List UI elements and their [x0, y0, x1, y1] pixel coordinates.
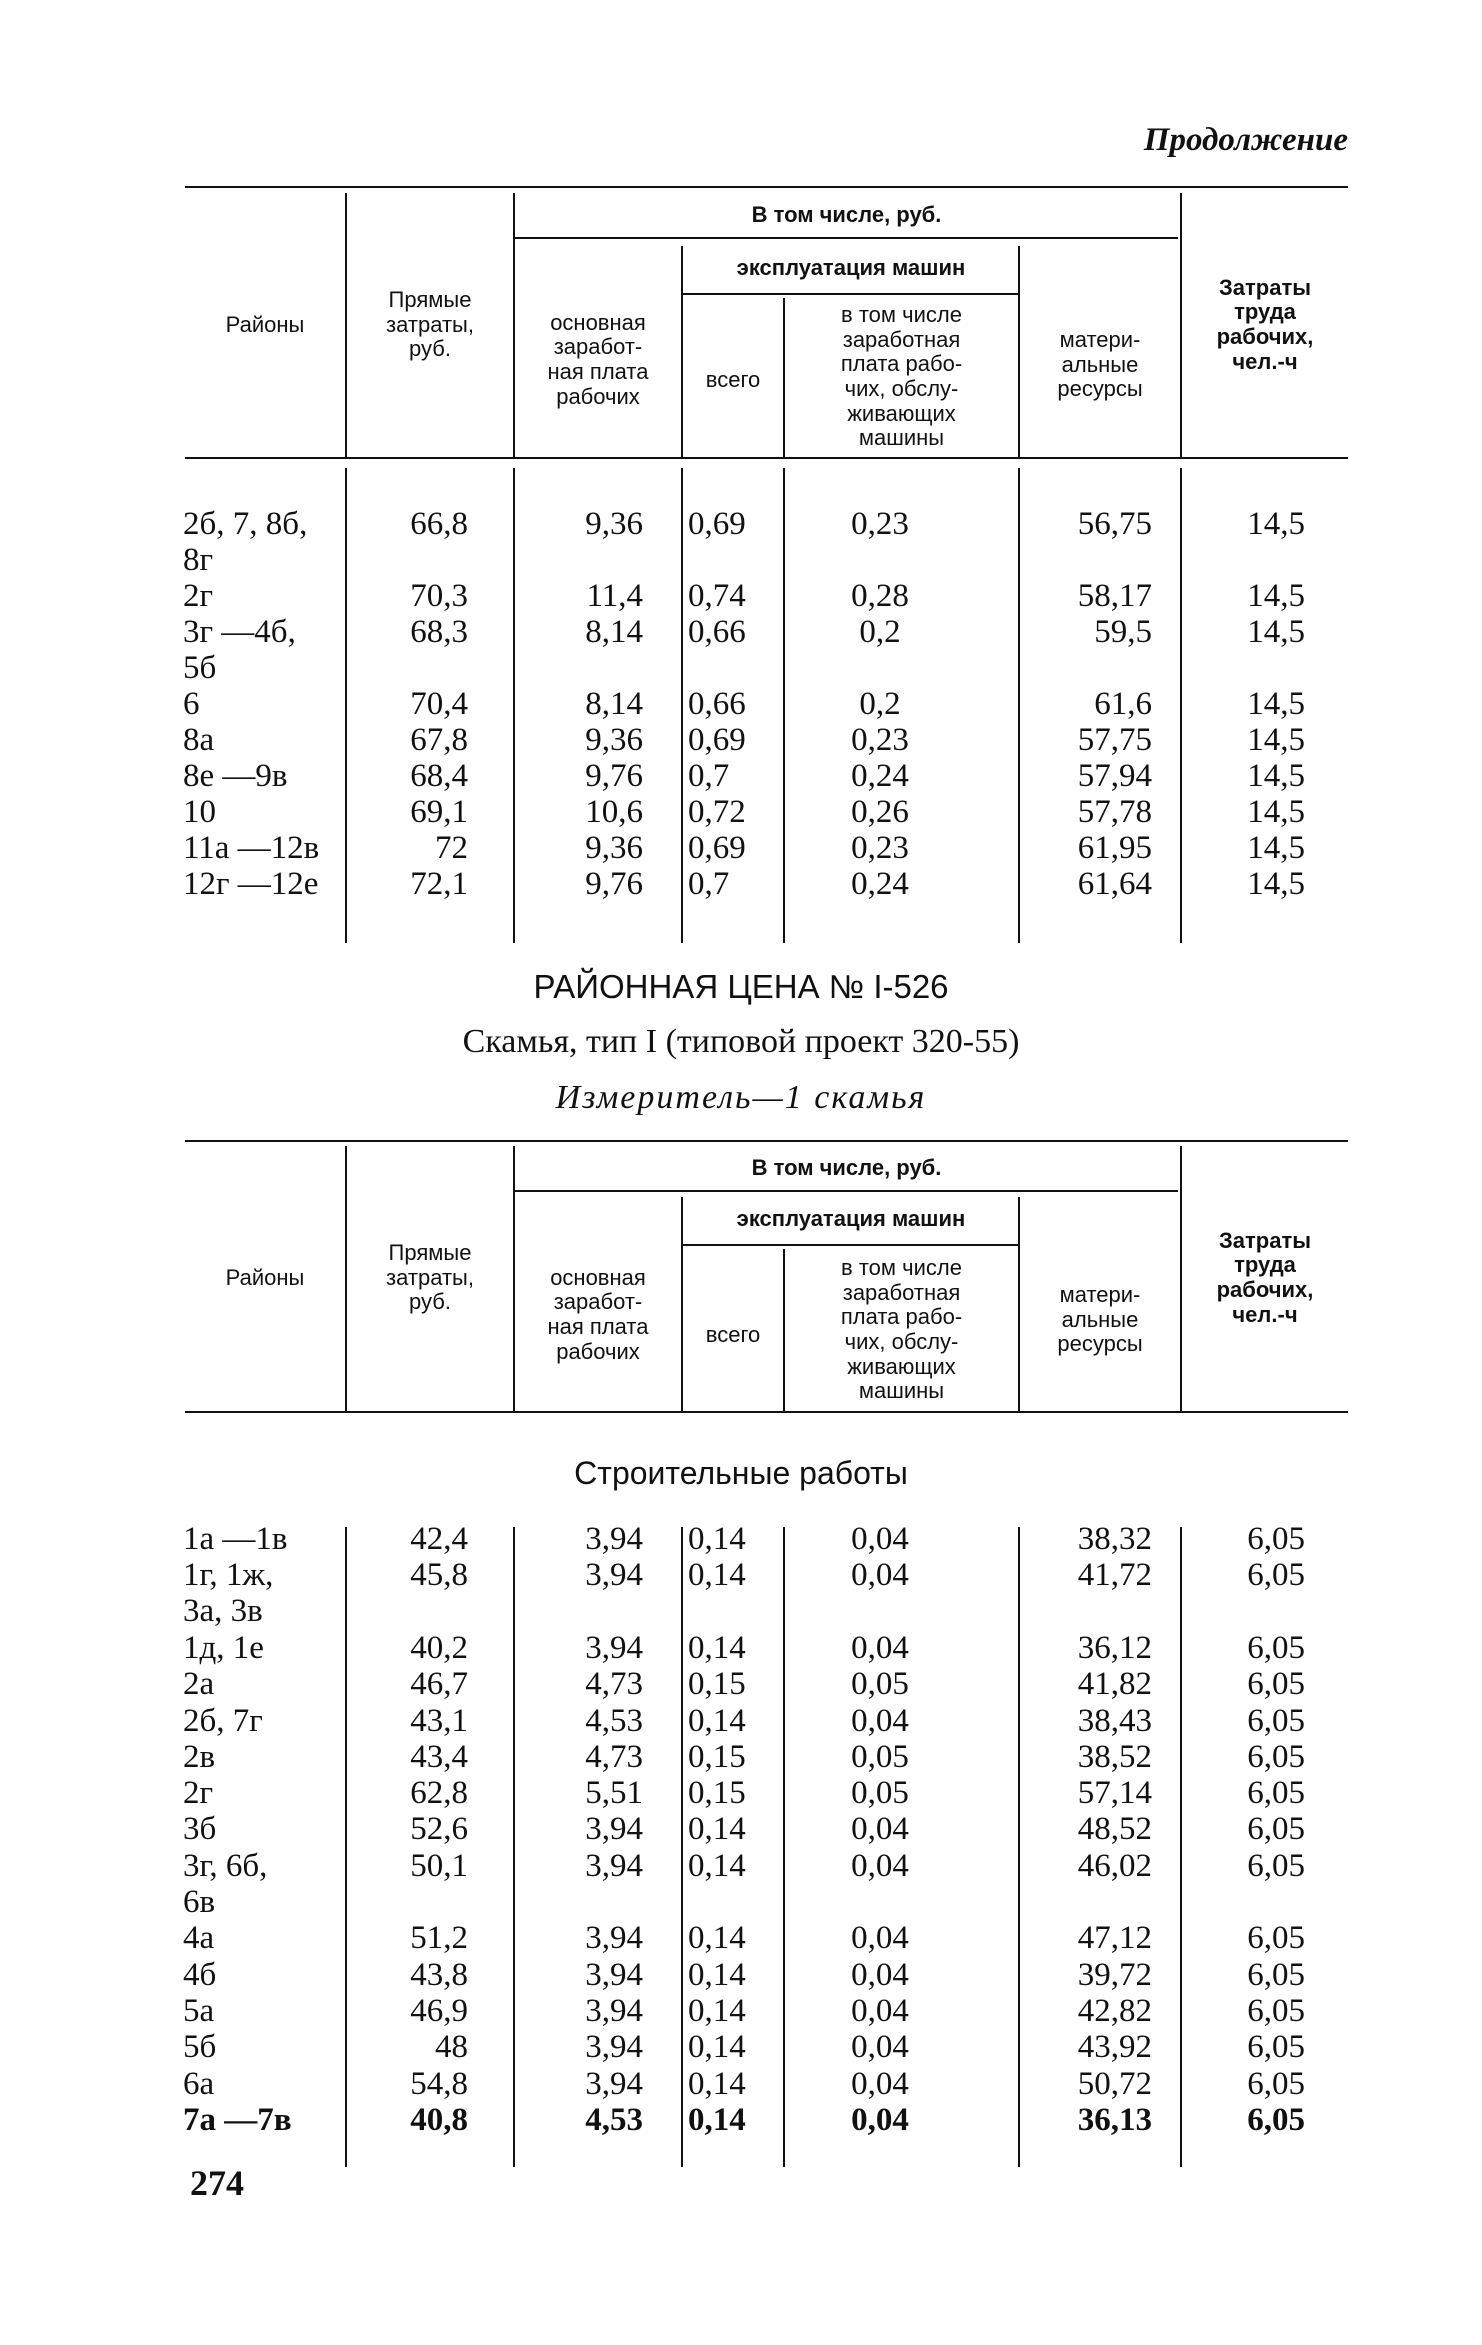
- header-regions: Районы: [225, 1264, 305, 1290]
- cell-labor: 6,05: [1247, 1847, 1305, 1884]
- cell-region: 3г, 6б, 6в: [183, 1847, 268, 1920]
- table1-body-vline: [345, 468, 347, 943]
- cell-wage: 4,53: [585, 2101, 643, 2138]
- header-labor: Затраты труда рабочих, чел.-ч: [1216, 274, 1314, 374]
- cell-mwage: 0,04: [851, 1811, 909, 1848]
- cell-region: 2б, 7, 8б, 8г: [183, 506, 308, 578]
- cell-materials: 38,43: [1077, 1702, 1152, 1739]
- cell-labor: 6,05: [1247, 2029, 1305, 2066]
- cell-total: 0,7: [688, 758, 730, 794]
- cell-direct: 45,8: [410, 1557, 468, 1594]
- cell-labor: 14,5: [1247, 794, 1305, 830]
- cell-total: 0,7: [688, 866, 730, 902]
- cell-region: 11а —12в: [183, 830, 320, 866]
- cell-labor: 14,5: [1247, 758, 1305, 794]
- cell-total: 0,14: [688, 1702, 746, 1739]
- cell-wage: 3,94: [585, 1557, 643, 1594]
- header-wage-in-machines: в том числе заработная плата рабо- чих, обслу- живающих машины: [840, 302, 963, 451]
- cell-direct: 42,4: [410, 1521, 468, 1557]
- header-base-wage: основная заработ- ная плата рабочих: [547, 309, 649, 409]
- cell-labor: 6,05: [1247, 1992, 1305, 2029]
- table1-top-rule: [185, 186, 1348, 188]
- cell-materials: 39,72: [1077, 1956, 1152, 1993]
- cell-region: 7а —7в: [183, 2101, 292, 2138]
- cell-direct: 68,3: [410, 614, 468, 650]
- cell-labor: 6,05: [1247, 1666, 1305, 1703]
- cell-materials: 57,78: [1077, 794, 1152, 830]
- cell-region: 10: [183, 794, 216, 830]
- cell-materials: 61,6: [1094, 686, 1152, 722]
- cell-total: 0,14: [688, 1920, 746, 1957]
- cell-mwage: 0,23: [851, 506, 909, 542]
- table1-body-vline: [681, 468, 683, 943]
- cell-wage: 8,14: [585, 686, 643, 722]
- cell-wage: 4,53: [585, 1702, 643, 1739]
- cell-total: 0,14: [688, 1521, 746, 1557]
- cell-direct: 70,3: [410, 578, 468, 614]
- cell-mwage: 0,28: [851, 578, 909, 614]
- cell-materials: 57,14: [1077, 1775, 1152, 1812]
- cell-mwage: 0,04: [851, 2065, 909, 2102]
- cell-region: 2г: [183, 1775, 214, 1812]
- cell-total: 0,14: [688, 1557, 746, 1594]
- cell-direct: 72: [435, 830, 468, 866]
- cell-total: 0,66: [688, 686, 746, 722]
- cell-wage: 4,73: [585, 1738, 643, 1775]
- header-labor: Затраты труда рабочих, чел.-ч: [1216, 1227, 1314, 1327]
- cell-direct: 50,1: [410, 1847, 468, 1884]
- cell-materials: 46,02: [1077, 1847, 1152, 1884]
- header-total: всего: [705, 1321, 761, 1347]
- cell-materials: 43,92: [1077, 2029, 1152, 2066]
- table2-header-bottom-rule: [185, 1411, 1348, 1413]
- header-materials: матери- альные ресурсы: [1057, 327, 1143, 402]
- cell-direct: 43,4: [410, 1738, 468, 1775]
- cell-total: 0,14: [688, 2065, 746, 2102]
- cell-direct: 54,8: [410, 2065, 468, 2102]
- header-direct-costs: Прямые затраты, руб.: [386, 1240, 474, 1315]
- header-including: В том числе, руб.: [751, 1154, 942, 1180]
- cell-region: 5б: [183, 2029, 217, 2066]
- table2-body-vline: [513, 1527, 515, 2167]
- cell-labor: 14,5: [1247, 722, 1305, 758]
- cell-wage: 3,94: [585, 1920, 643, 1957]
- cell-direct: 72,1: [410, 866, 468, 902]
- cell-direct: 70,4: [410, 686, 468, 722]
- header-machine-operation: эксплуатация машин: [736, 254, 966, 280]
- cell-materials: 61,64: [1077, 866, 1152, 902]
- cell-wage: 11,4: [586, 578, 643, 614]
- cell-direct: 40,8: [410, 2101, 468, 2138]
- cell-region: 8е —9в: [183, 758, 288, 794]
- cell-materials: 48,52: [1077, 1811, 1152, 1848]
- cell-total: 0,14: [688, 1811, 746, 1848]
- cell-region: 6а: [183, 2065, 215, 2102]
- cell-mwage: 0,04: [851, 1521, 909, 1557]
- cell-mwage: 0,05: [851, 1738, 909, 1775]
- cell-direct: 46,7: [410, 1666, 468, 1703]
- cell-labor: 6,05: [1247, 1557, 1305, 1594]
- cell-mwage: 0,24: [851, 758, 909, 794]
- cell-total: 0,72: [688, 794, 746, 830]
- cell-direct: 69,1: [410, 794, 468, 830]
- cell-region: 3б: [183, 1811, 217, 1848]
- header-regions: Районы: [225, 311, 305, 337]
- cell-direct: 40,2: [410, 1629, 468, 1666]
- continued-label: Продолжение: [1143, 122, 1348, 158]
- cell-mwage: 0,04: [851, 2101, 909, 2138]
- cell-mwage: 0,2: [859, 614, 901, 650]
- table2-top-rule: [185, 1140, 1348, 1142]
- cell-wage: 3,94: [585, 1847, 643, 1884]
- cell-wage: 3,94: [585, 2029, 643, 2066]
- cell-wage: 3,94: [585, 2065, 643, 2102]
- item-title: Скамья, тип I (типовой проект 320-55): [462, 1023, 1020, 1060]
- table2-body-vline: [1018, 1527, 1020, 2167]
- cell-materials: 36,13: [1077, 2101, 1152, 2138]
- cell-region: 2в: [183, 1738, 216, 1775]
- cell-materials: 38,52: [1077, 1738, 1152, 1775]
- cell-labor: 14,5: [1247, 686, 1305, 722]
- cell-wage: 3,94: [585, 1956, 643, 1993]
- cell-direct: 51,2: [410, 1920, 468, 1957]
- cell-total: 0,66: [688, 614, 746, 650]
- cell-region: 1г, 1ж, 3а, 3в: [183, 1557, 274, 1630]
- cell-labor: 6,05: [1247, 2101, 1305, 2138]
- cell-mwage: 0,04: [851, 1847, 909, 1884]
- cell-total: 0,14: [688, 1847, 746, 1884]
- cell-mwage: 0,05: [851, 1775, 909, 1812]
- cell-region: 4а: [183, 1920, 215, 1957]
- cell-wage: 9,36: [585, 830, 643, 866]
- cell-total: 0,15: [688, 1738, 746, 1775]
- cell-wage: 9,36: [585, 506, 643, 542]
- cell-region: 3г —4б, 5б: [183, 614, 296, 686]
- cell-materials: 42,82: [1077, 1992, 1152, 2029]
- cell-total: 0,14: [688, 2101, 746, 2138]
- header-direct-costs: Прямые затраты, руб.: [386, 287, 474, 362]
- cell-region: 5а: [183, 1992, 215, 2029]
- cell-labor: 6,05: [1247, 1702, 1305, 1739]
- cell-labor: 6,05: [1247, 1775, 1305, 1812]
- cell-direct: 43,1: [410, 1702, 468, 1739]
- cell-labor: 14,5: [1247, 614, 1305, 650]
- cell-materials: 58,17: [1077, 578, 1152, 614]
- cell-labor: 6,05: [1247, 1811, 1305, 1848]
- cell-mwage: 0,04: [851, 2029, 909, 2066]
- cell-region: 6: [183, 686, 200, 722]
- cell-labor: 14,5: [1247, 578, 1305, 614]
- table2-including-rule: [515, 1190, 1178, 1192]
- cell-wage: 8,14: [585, 614, 643, 650]
- cell-wage: 4,73: [585, 1666, 643, 1703]
- table2-body-vline: [1180, 1527, 1182, 2167]
- cell-region: 4б: [183, 1956, 217, 1993]
- table2-body-vline: [681, 1527, 683, 2167]
- cell-total: 0,69: [688, 830, 746, 866]
- price-title: РАЙОННАЯ ЦЕНА № I-526: [533, 968, 949, 1005]
- table1-body-vline: [1018, 468, 1020, 943]
- cell-wage: 9,76: [585, 866, 643, 902]
- cell-materials: 61,95: [1077, 830, 1152, 866]
- page-number: 274: [190, 2163, 244, 2203]
- cell-wage: 3,94: [585, 1811, 643, 1848]
- cell-mwage: 0,04: [851, 1992, 909, 2029]
- header-including: В том числе, руб.: [751, 201, 942, 227]
- table1-body-vline: [783, 468, 785, 943]
- cell-region: 2б, 7г: [183, 1702, 263, 1739]
- cell-materials: 47,12: [1077, 1920, 1152, 1957]
- cell-region: 2а: [183, 1666, 215, 1703]
- cell-mwage: 0,04: [851, 1702, 909, 1739]
- cell-wage: 3,94: [585, 1629, 643, 1666]
- cell-materials: 59,5: [1094, 614, 1152, 650]
- table2-machines-rule: [683, 1244, 1019, 1246]
- cell-labor: 6,05: [1247, 2065, 1305, 2102]
- table2-body-vline: [345, 1527, 347, 2167]
- cell-materials: 57,94: [1077, 758, 1152, 794]
- cell-direct: 67,8: [410, 722, 468, 758]
- cell-total: 0,15: [688, 1775, 746, 1812]
- cell-wage: 9,36: [585, 722, 643, 758]
- cell-labor: 14,5: [1247, 866, 1305, 902]
- cell-materials: 36,12: [1077, 1629, 1152, 1666]
- cell-mwage: 0,23: [851, 722, 909, 758]
- unit-title: Измеритель—1 скамья: [555, 1079, 927, 1116]
- cell-mwage: 0,24: [851, 866, 909, 902]
- cell-region: 1д, 1е: [183, 1629, 264, 1666]
- cell-total: 0,14: [688, 1956, 746, 1993]
- cell-materials: 41,82: [1077, 1666, 1152, 1703]
- cell-mwage: 0,05: [851, 1666, 909, 1703]
- cell-total: 0,14: [688, 1992, 746, 2029]
- cell-mwage: 0,2: [859, 686, 901, 722]
- cell-region: 2г: [183, 578, 214, 614]
- table1-machines-rule: [683, 293, 1019, 295]
- table1-body-vline: [513, 468, 515, 943]
- cell-labor: 6,05: [1247, 1738, 1305, 1775]
- cell-total: 0,15: [688, 1666, 746, 1703]
- header-materials: матери- альные ресурсы: [1057, 1282, 1143, 1357]
- cell-total: 0,69: [688, 722, 746, 758]
- cell-materials: 50,72: [1077, 2065, 1152, 2102]
- cell-materials: 41,72: [1077, 1557, 1152, 1594]
- cell-labor: 6,05: [1247, 1629, 1305, 1666]
- cell-wage: 10,6: [585, 794, 643, 830]
- cell-region: 8а: [183, 722, 215, 758]
- cell-materials: 38,32: [1077, 1521, 1152, 1557]
- cell-materials: 56,75: [1077, 506, 1152, 542]
- cell-direct: 68,4: [410, 758, 468, 794]
- cell-wage: 3,94: [585, 1521, 643, 1557]
- cell-region: 1а —1в: [183, 1521, 288, 1557]
- cell-labor: 14,5: [1247, 830, 1305, 866]
- cell-labor: 6,05: [1247, 1920, 1305, 1957]
- cell-mwage: 0,04: [851, 1629, 909, 1666]
- cell-mwage: 0,04: [851, 1920, 909, 1957]
- cell-direct: 48: [435, 2029, 468, 2066]
- cell-wage: 9,76: [585, 758, 643, 794]
- cell-region: 12г —12е: [183, 866, 319, 902]
- section-subheading: Строительные работы: [574, 1455, 908, 1491]
- table2-body-vline: [783, 1527, 785, 2167]
- table1-header-bottom-rule: [185, 457, 1348, 459]
- cell-wage: 5,51: [585, 1775, 643, 1812]
- cell-direct: 52,6: [410, 1811, 468, 1848]
- header-total: всего: [705, 366, 761, 392]
- cell-labor: 14,5: [1247, 506, 1305, 542]
- cell-direct: 66,8: [410, 506, 468, 542]
- cell-total: 0,14: [688, 2029, 746, 2066]
- cell-materials: 57,75: [1077, 722, 1152, 758]
- cell-mwage: 0,04: [851, 1956, 909, 1993]
- cell-direct: 62,8: [410, 1775, 468, 1812]
- header-machine-operation: эксплуатация машин: [736, 1205, 966, 1231]
- cell-mwage: 0,26: [851, 794, 909, 830]
- cell-labor: 6,05: [1247, 1956, 1305, 1993]
- header-wage-in-machines: в том числе заработная плата рабо- чих, обслу- живающих машины: [840, 1255, 963, 1404]
- cell-total: 0,74: [688, 578, 746, 614]
- table1-body-vline: [1180, 468, 1182, 943]
- header-base-wage: основная заработ- ная плата рабочих: [547, 1264, 649, 1364]
- cell-total: 0,14: [688, 1629, 746, 1666]
- cell-direct: 46,9: [410, 1992, 468, 2029]
- cell-mwage: 0,23: [851, 830, 909, 866]
- cell-wage: 3,94: [585, 1992, 643, 2029]
- cell-mwage: 0,04: [851, 1557, 909, 1594]
- cell-total: 0,69: [688, 506, 746, 542]
- cell-labor: 6,05: [1247, 1521, 1305, 1557]
- cell-direct: 43,8: [410, 1956, 468, 1993]
- table1-including-rule: [515, 237, 1178, 239]
